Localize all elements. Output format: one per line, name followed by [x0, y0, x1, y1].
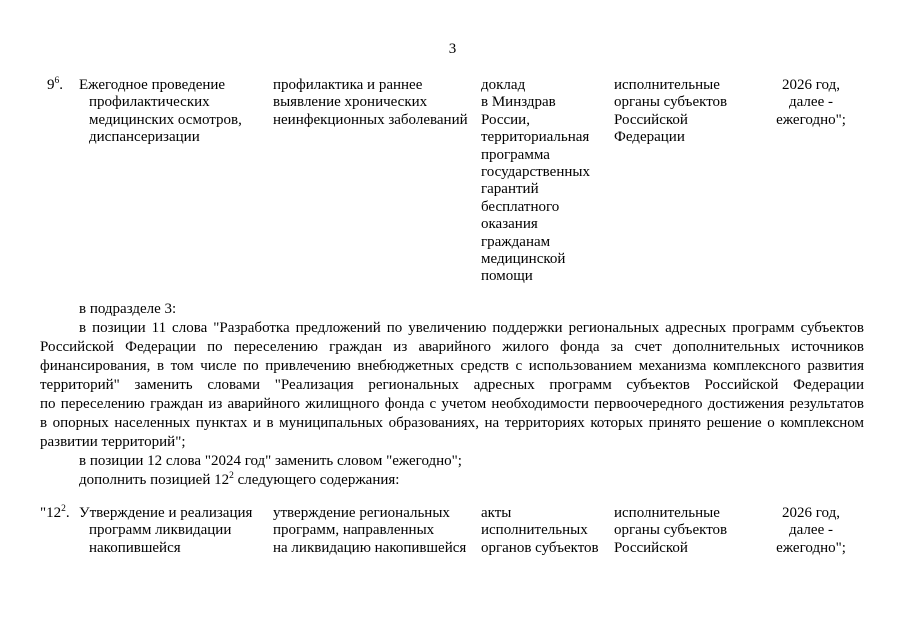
paragraph-line: в опорных населенных пунктах и в муниципальных образованиях, на территориях которых принято решение о комплексном: [40, 415, 864, 432]
event-line: Ежегодное проведение: [79, 77, 226, 93]
result-line: неинфекционных заболеваний: [273, 111, 468, 128]
add-position-superscript: 2: [229, 471, 234, 482]
term-line: далее -: [789, 94, 833, 111]
responsible-line: органы субъектов: [614, 522, 728, 539]
paragraph-line: по переселению граждан из аварийного жилищного фонда с учетом необходимости первоочередного достижения результатов: [40, 395, 864, 412]
add-position-prefix: дополнить позицией 12: [79, 472, 230, 489]
row-number-superscript: 2: [61, 504, 66, 514]
subsection-heading: в подразделе 3:: [79, 300, 177, 317]
add-position-suffix: следующего содержания:: [233, 472, 400, 489]
responsible-line: исполнительные: [614, 77, 720, 93]
result-line: программ, направленных: [273, 522, 435, 539]
row-number-suffix: .: [59, 77, 63, 93]
add-position-instruction: [40, 471, 864, 490]
row-number-superscript: 6: [54, 76, 60, 86]
row-number-main: 9: [47, 77, 55, 93]
document-line: помощи: [481, 268, 533, 285]
document-line: медицинской: [481, 250, 566, 267]
responsible-line: Федерации: [614, 129, 685, 146]
row-12-2-responsible: [614, 505, 727, 557]
document-line: доклад: [481, 77, 526, 93]
row-12-2-number: [40, 505, 70, 522]
document-line: в Минздрав: [481, 94, 556, 111]
row-9-6-result: [273, 77, 468, 129]
paragraph-line: развитии территорий";: [40, 434, 186, 451]
event-line: Утверждение и реализация: [79, 505, 253, 521]
row-9-6-event: [79, 77, 242, 147]
term-line: 2026 год,: [782, 505, 840, 521]
row-9-6-responsible: [614, 77, 727, 147]
event-line: накопившейся: [89, 539, 181, 556]
paragraph-line: территорий" заменить словами "Реализация региональных адресных программ субъектов Российской Федерации: [40, 376, 864, 393]
row-9-6-term: [760, 77, 862, 129]
document-line: России,: [481, 111, 530, 128]
term-line: далее -: [789, 522, 833, 539]
document-line: гражданам: [481, 233, 551, 250]
page-number: 3: [448, 41, 457, 57]
document-line: исполнительных: [481, 522, 588, 539]
event-line: медицинских осмотров,: [89, 111, 242, 128]
document-line: органов субъектов: [481, 539, 599, 556]
position-12-amendment: в позиции 12 слова "2024 год" заменить словом "ежегодно";: [79, 453, 462, 470]
result-line: выявление хронических: [273, 94, 428, 111]
document-line: оказания: [481, 216, 538, 233]
paragraph-line: Российской Федерации по переселению граждан из аварийного жилого фонда за счет дополнительных источников: [40, 338, 864, 355]
row-12-2-result: [273, 505, 466, 557]
row-number-suffix: .: [65, 505, 70, 521]
paragraph-line: финансирования, в том числе по привлечению внебюджетных средств с использованием механизма комплексного развития: [40, 357, 864, 374]
document-line: программа: [481, 146, 550, 163]
term-line: ежегодно";: [776, 539, 846, 556]
responsible-line: органы субъектов: [614, 94, 728, 111]
document-line: бесплатного: [481, 198, 560, 215]
event-line: диспансеризации: [89, 129, 200, 146]
result-line: утверждение региональных: [273, 505, 450, 521]
document-line: территориальная: [481, 129, 590, 146]
responsible-line: Российской: [614, 111, 688, 128]
row-12-2-term: [760, 505, 862, 557]
responsible-line: Российской: [614, 539, 688, 556]
result-line: на ликвидацию накопившейся: [273, 539, 467, 556]
event-line: программ ликвидации: [89, 522, 232, 539]
term-line: 2026 год,: [782, 77, 840, 93]
document-line: гарантий: [481, 181, 539, 198]
row-9-6-number: [47, 77, 63, 94]
responsible-line: исполнительные: [614, 505, 720, 521]
row-9-6-document: [481, 77, 590, 286]
document-line: акты: [481, 505, 512, 521]
term-line: ежегодно";: [776, 111, 846, 128]
result-line: профилактика и раннее: [273, 77, 423, 93]
document-line: государственных: [481, 163, 590, 180]
amendment-text: [40, 300, 864, 491]
event-line: профилактических: [89, 94, 210, 111]
row-number-main: "12: [40, 505, 62, 521]
row-12-2-document: [481, 505, 599, 557]
paragraph-line: в позиции 11 слова "Разработка предложений по увеличению поддержки региональных адресных программ субъектов: [79, 319, 864, 336]
row-12-2-event: [79, 505, 252, 557]
